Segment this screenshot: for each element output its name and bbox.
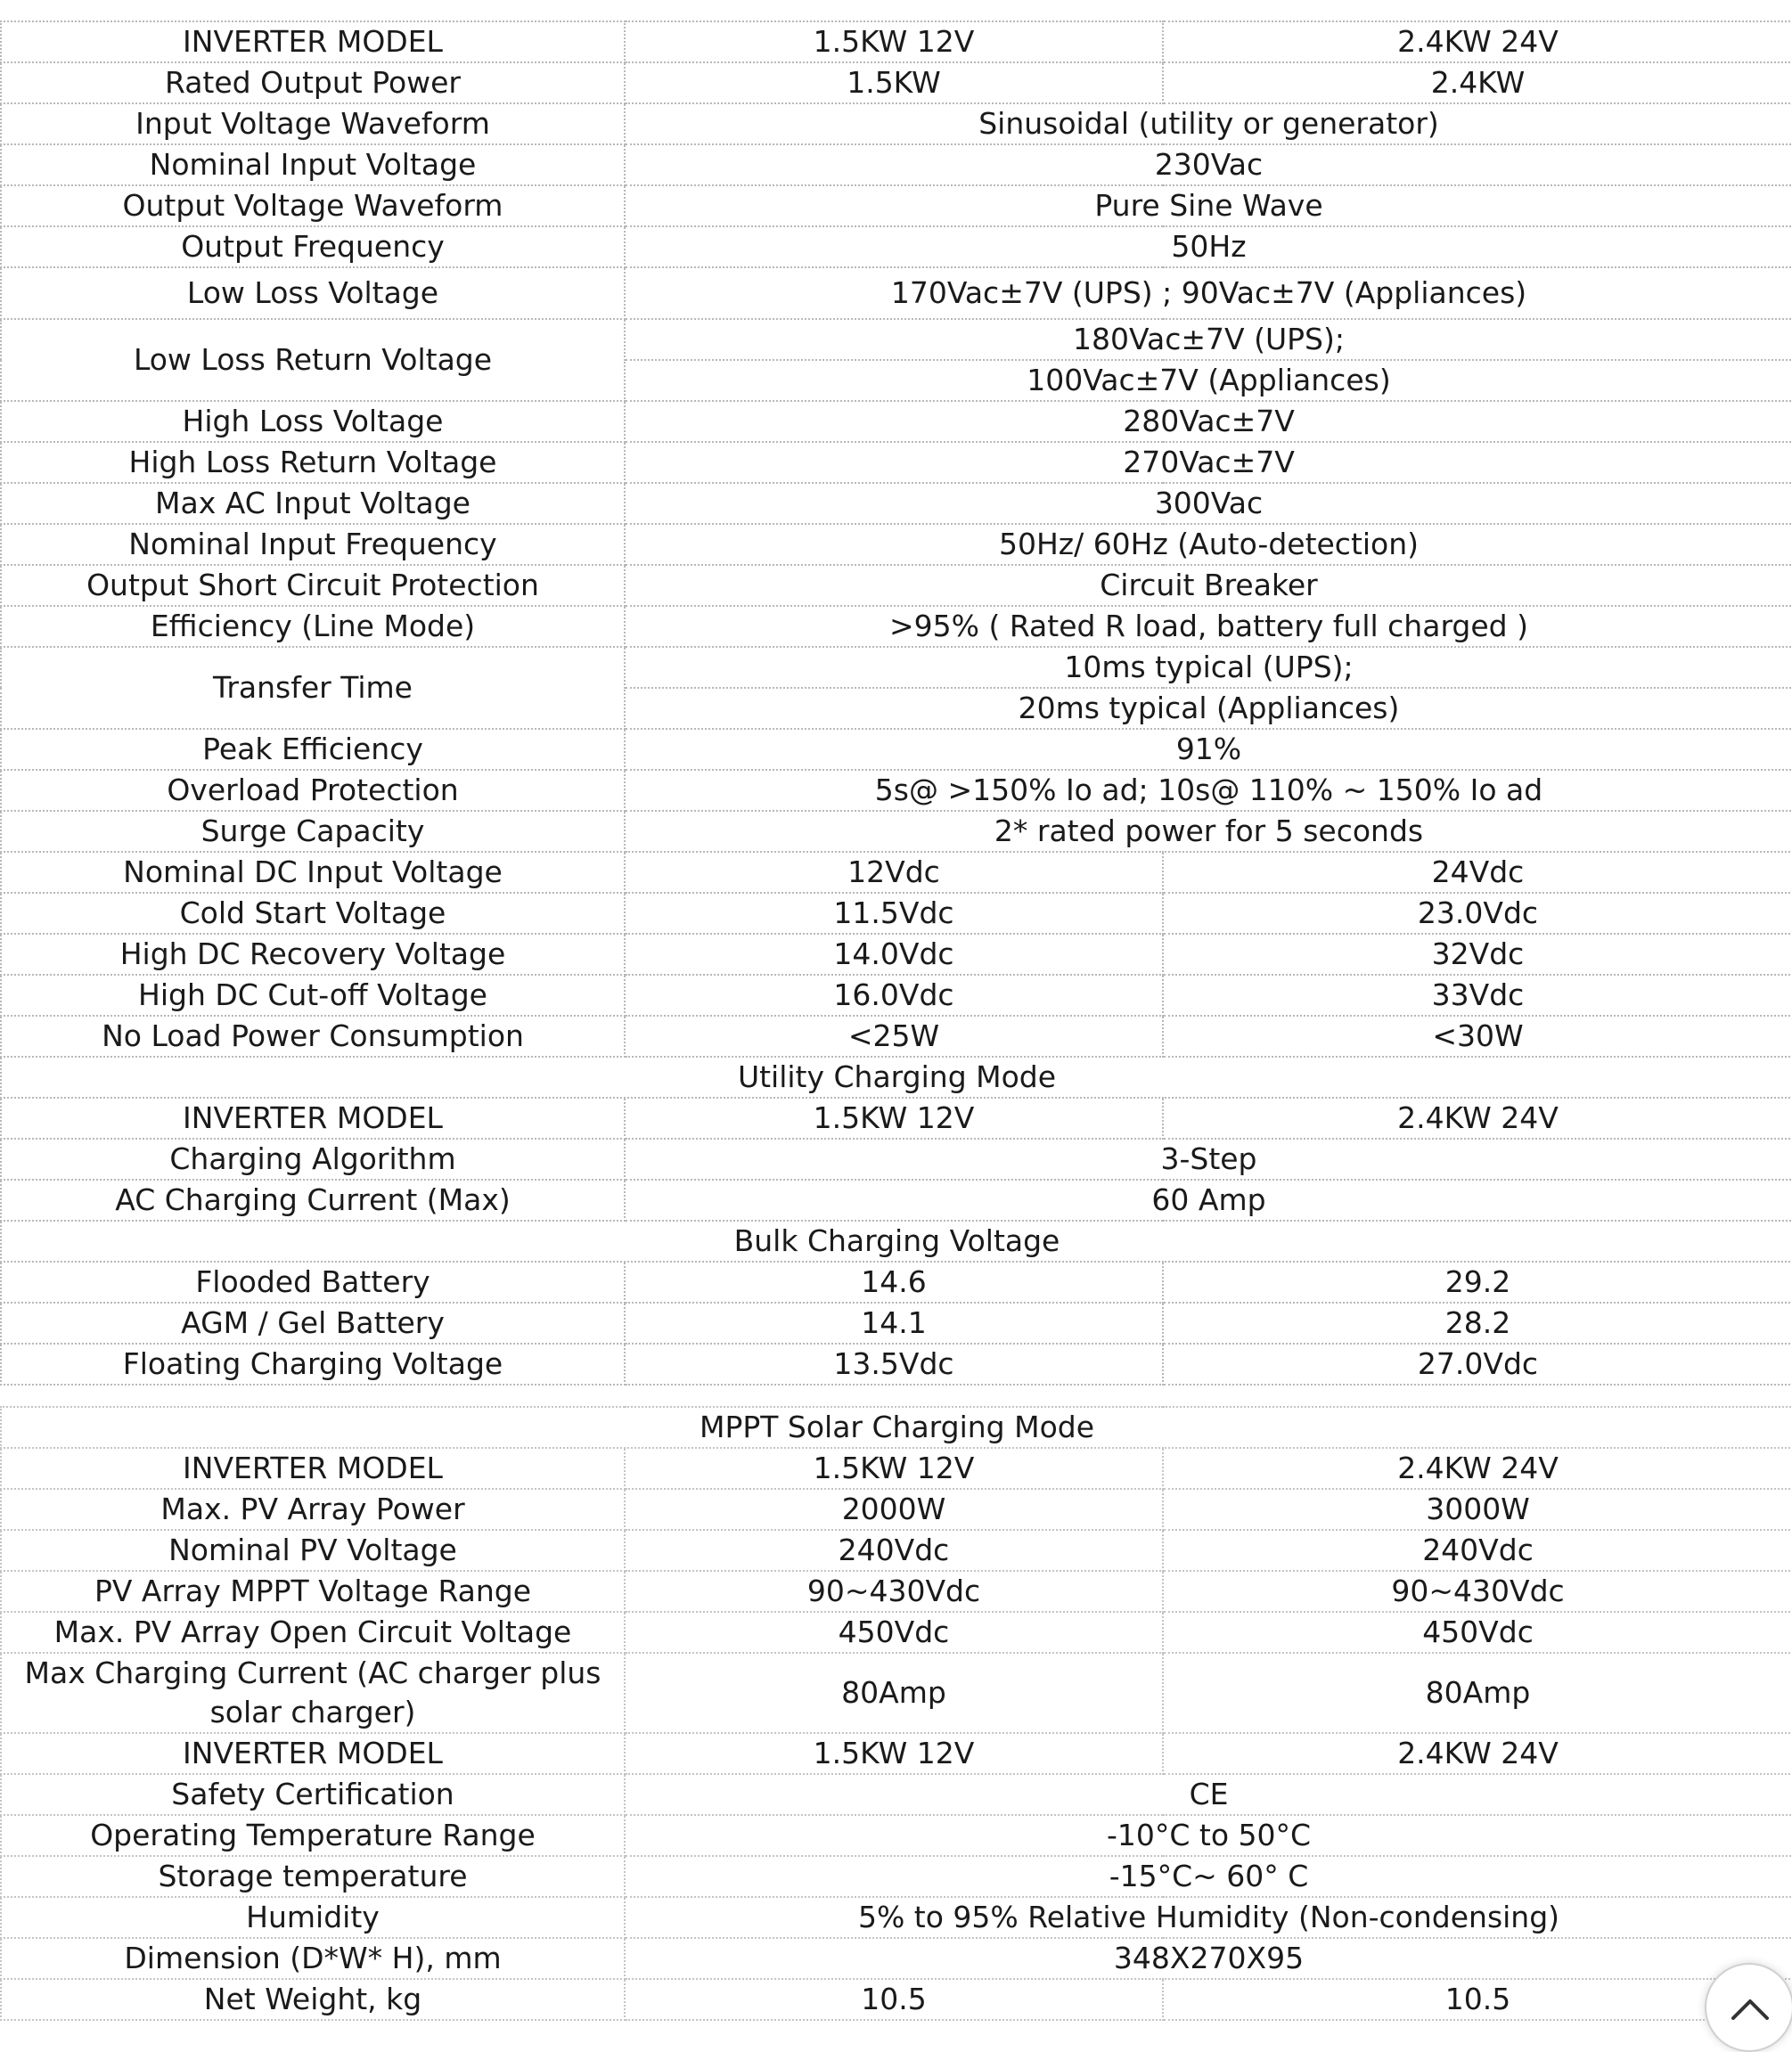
row-label: Nominal DC Input Voltage: [1, 852, 625, 893]
table-row: [1, 1612, 1792, 1653]
table-row: [1, 226, 1792, 267]
table-row: [1, 1016, 1792, 1057]
table-row: [1, 185, 1792, 226]
value-cell-1-5kw: 12Vdc: [625, 852, 1163, 893]
value-cell-2-4kw: 2.4KW: [1163, 62, 1792, 103]
row-label: Low Loss Voltage: [1, 267, 625, 319]
section-title: Utility Charging Mode: [1, 1057, 1792, 1098]
value-cell-1-5kw: 1.5KW 12V: [625, 1098, 1163, 1139]
value-cell: 5s@ >150% Io ad; 10s@ 110% ~ 150% Io ad: [625, 770, 1792, 811]
value-cell-1-5kw: 11.5Vdc: [625, 893, 1163, 934]
value-cell: Pure Sine Wave: [625, 185, 1792, 226]
value-cell: 348X270X95: [625, 1938, 1792, 1979]
value-cell-2-4kw: 450Vdc: [1163, 1612, 1792, 1653]
row-label: Safety Certification: [1, 1774, 625, 1815]
row-label: High DC Recovery Voltage: [1, 934, 625, 975]
value-cell-2-4kw: 240Vdc: [1163, 1530, 1792, 1571]
spec-table-solar: [0, 1406, 1792, 2021]
table-row: [1, 729, 1792, 770]
value-cell-1-5kw: 2000W: [625, 1489, 1163, 1530]
value-cell-2-4kw: 29.2: [1163, 1262, 1792, 1303]
value-cell-2-4kw: 2.4KW 24V: [1163, 1733, 1792, 1774]
table-row: [1, 975, 1792, 1016]
value-cell-2-4kw: 32Vdc: [1163, 934, 1792, 975]
table-row: [1, 1571, 1792, 1612]
value-cell: -15°C~ 60° C: [625, 1856, 1792, 1897]
table-row: [1, 319, 1792, 360]
value-cell: 20ms typical (Appliances): [625, 688, 1792, 729]
row-label: AC Charging Current (Max): [1, 1180, 625, 1221]
value-cell-2-4kw: 23.0Vdc: [1163, 893, 1792, 934]
value-cell: 91%: [625, 729, 1792, 770]
value-cell: 50Hz/ 60Hz (Auto-detection): [625, 524, 1792, 565]
row-label: Rated Output Power: [1, 62, 625, 103]
table-row: [1, 144, 1792, 185]
row-label: Nominal Input Voltage: [1, 144, 625, 185]
row-label: No Load Power Consumption: [1, 1016, 625, 1057]
value-cell: 230Vac: [625, 144, 1792, 185]
row-label: Operating Temperature Range: [1, 1815, 625, 1856]
table-row: [1, 1139, 1792, 1180]
value-cell-1-5kw: <25W: [625, 1016, 1163, 1057]
table-row: [1, 852, 1792, 893]
row-label: AGM / Gel Battery: [1, 1303, 625, 1344]
value-cell: 270Vac±7V: [625, 442, 1792, 483]
section-row: [1, 1057, 1792, 1098]
table-row: [1, 21, 1792, 62]
scroll-to-top-button[interactable]: [1705, 1963, 1792, 2052]
value-cell-1-5kw: 10.5: [625, 1979, 1163, 2020]
value-cell: 60 Amp: [625, 1180, 1792, 1221]
row-label: Max AC Input Voltage: [1, 483, 625, 524]
table-row: [1, 524, 1792, 565]
value-cell-2-4kw: 80Amp: [1163, 1653, 1792, 1733]
row-label: Input Voltage Waveform: [1, 103, 625, 144]
table-row: [1, 565, 1792, 606]
value-cell-1-5kw: 1.5KW: [625, 62, 1163, 103]
row-label: INVERTER MODEL: [1, 21, 625, 62]
value-cell-1-5kw: 13.5Vdc: [625, 1344, 1163, 1385]
row-label: Transfer Time: [1, 647, 625, 729]
value-cell-1-5kw: 14.1: [625, 1303, 1163, 1344]
row-label: INVERTER MODEL: [1, 1098, 625, 1139]
row-label: Humidity: [1, 1897, 625, 1938]
section-row: [1, 1221, 1792, 1262]
table-row: [1, 1489, 1792, 1530]
value-cell-2-4kw: 28.2: [1163, 1303, 1792, 1344]
table-row: [1, 1098, 1792, 1139]
value-cell: 180Vac±7V (UPS);: [625, 319, 1792, 360]
value-cell: 10ms typical (UPS);: [625, 647, 1792, 688]
row-label: Cold Start Voltage: [1, 893, 625, 934]
value-cell-2-4kw: 2.4KW 24V: [1163, 1448, 1792, 1489]
row-label: Max. PV Array Power: [1, 1489, 625, 1530]
value-cell-2-4kw: 27.0Vdc: [1163, 1344, 1792, 1385]
table-row: [1, 893, 1792, 934]
table-row: [1, 483, 1792, 524]
value-cell-2-4kw: <30W: [1163, 1016, 1792, 1057]
value-cell-2-4kw: 2.4KW 24V: [1163, 21, 1792, 62]
table-row: [1, 606, 1792, 647]
row-label: Nominal Input Frequency: [1, 524, 625, 565]
value-cell-1-5kw: 14.0Vdc: [625, 934, 1163, 975]
row-label: Efficiency (Line Mode): [1, 606, 625, 647]
value-cell-2-4kw: 90~430Vdc: [1163, 1571, 1792, 1612]
row-label: Flooded Battery: [1, 1262, 625, 1303]
row-label: PV Array MPPT Voltage Range: [1, 1571, 625, 1612]
table-row: [1, 1303, 1792, 1344]
value-cell-2-4kw: 3000W: [1163, 1489, 1792, 1530]
row-label: High DC Cut-off Voltage: [1, 975, 625, 1016]
row-label: Max Charging Current (AC charger plus solar charger): [1, 1653, 625, 1733]
table-row: [1, 1774, 1792, 1815]
value-cell-1-5kw: 450Vdc: [625, 1612, 1163, 1653]
value-cell: 2* rated power for 5 seconds: [625, 811, 1792, 852]
value-cell: Circuit Breaker: [625, 565, 1792, 606]
table-row: [1, 1938, 1792, 1979]
row-label: Max. PV Array Open Circuit Voltage: [1, 1612, 625, 1653]
value-cell: 100Vac±7V (Appliances): [625, 360, 1792, 401]
table-row: [1, 1180, 1792, 1221]
table-row: [1, 1733, 1792, 1774]
row-label: Overload Protection: [1, 770, 625, 811]
row-label: Dimension (D*W* H), mm: [1, 1938, 625, 1979]
table-row: [1, 442, 1792, 483]
table-row: [1, 647, 1792, 688]
row-label: Storage temperature: [1, 1856, 625, 1897]
spec-table-inverter: [0, 20, 1792, 1386]
value-cell-1-5kw: 16.0Vdc: [625, 975, 1163, 1016]
value-cell: 280Vac±7V: [625, 401, 1792, 442]
value-cell: CE: [625, 1774, 1792, 1815]
table-row: [1, 103, 1792, 144]
value-cell-2-4kw: 24Vdc: [1163, 852, 1792, 893]
section-row: [1, 1407, 1792, 1448]
table-row: [1, 1653, 1792, 1733]
value-cell-2-4kw: 33Vdc: [1163, 975, 1792, 1016]
row-label: Charging Algorithm: [1, 1139, 625, 1180]
row-label: Output Short Circuit Protection: [1, 565, 625, 606]
table-row: [1, 401, 1792, 442]
value-cell: 3-Step: [625, 1139, 1792, 1180]
table-row: [1, 770, 1792, 811]
section-title: MPPT Solar Charging Mode: [1, 1407, 1792, 1448]
value-cell: -10°C to 50°C: [625, 1815, 1792, 1856]
row-label: Net Weight, kg: [1, 1979, 625, 2020]
table-row: [1, 1856, 1792, 1897]
table-row: [1, 811, 1792, 852]
table-row: [1, 1530, 1792, 1571]
section-title: Bulk Charging Voltage: [1, 1221, 1792, 1262]
table-row: [1, 1344, 1792, 1385]
row-label: High Loss Voltage: [1, 401, 625, 442]
value-cell: 50Hz: [625, 226, 1792, 267]
row-label: Surge Capacity: [1, 811, 625, 852]
value-cell-1-5kw: 90~430Vdc: [625, 1571, 1163, 1612]
value-cell-1-5kw: 240Vdc: [625, 1530, 1163, 1571]
table-row: [1, 1262, 1792, 1303]
value-cell-2-4kw: 10.5: [1163, 1979, 1792, 2020]
table-row: [1, 1897, 1792, 1938]
row-label: Low Loss Return Voltage: [1, 319, 625, 401]
value-cell: >95% ( Rated R load, battery full charged ): [625, 606, 1792, 647]
row-label: Output Frequency: [1, 226, 625, 267]
table-row: [1, 62, 1792, 103]
table-row: [1, 1815, 1792, 1856]
row-label: Output Voltage Waveform: [1, 185, 625, 226]
value-cell-2-4kw: 2.4KW 24V: [1163, 1098, 1792, 1139]
value-cell-1-5kw: 1.5KW 12V: [625, 21, 1163, 62]
table-row: [1, 267, 1792, 319]
row-label: INVERTER MODEL: [1, 1448, 625, 1489]
chevron-up-icon: [1730, 1991, 1771, 2027]
value-cell: Sinusoidal (utility or generator): [625, 103, 1792, 144]
value-cell: 300Vac: [625, 483, 1792, 524]
row-label: INVERTER MODEL: [1, 1733, 625, 1774]
value-cell-1-5kw: 80Amp: [625, 1653, 1163, 1733]
table-row: [1, 1979, 1792, 2020]
row-label: Peak Efficiency: [1, 729, 625, 770]
value-cell-1-5kw: 1.5KW 12V: [625, 1448, 1163, 1489]
table-row: [1, 934, 1792, 975]
value-cell-1-5kw: 14.6: [625, 1262, 1163, 1303]
value-cell-1-5kw: 1.5KW 12V: [625, 1733, 1163, 1774]
value-cell: 5% to 95% Relative Humidity (Non-condensing): [625, 1897, 1792, 1938]
row-label: Floating Charging Voltage: [1, 1344, 625, 1385]
table-row: [1, 1448, 1792, 1489]
row-label: Nominal PV Voltage: [1, 1530, 625, 1571]
value-cell: 170Vac±7V (UPS) ; 90Vac±7V (Appliances): [625, 267, 1792, 319]
row-label: High Loss Return Voltage: [1, 442, 625, 483]
